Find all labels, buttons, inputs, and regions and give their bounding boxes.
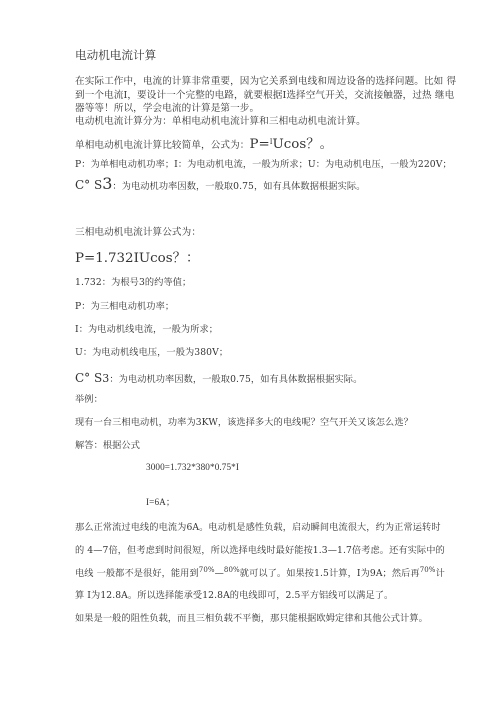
explanation-line-3a: 电线 一般都不是很好，能用到 [75, 568, 199, 579]
explanation-line-3c: 计 [435, 568, 445, 579]
single-phase-variables: P：为单相电动机功率；I：为电动机电流，一般为所求；U：为电动机电压，一般为220V； [75, 159, 452, 170]
explanation-line-4: 算 I为12.8A。所以选择能承受12.8A的电线即可，2.5平方铝线可以满足了。 [75, 590, 394, 601]
intro-line-2: 到一个电流I，要设计一个完整的电路，就要根据I选择空气开关，交流接触器，过热 继电 [75, 90, 455, 101]
three-phase-i: I：为电动机线电流，一般为所求； [75, 324, 219, 335]
single-phase-cos-desc: ：为电动机功率因数，一般取0.75，如有具体数据根据实际。 [112, 181, 366, 192]
single-phase-formula-sup: I [269, 138, 273, 146]
three-phase-cos-desc: ：为电动机功率因数，一般取0.75，如有具体数据根据实际。 [109, 374, 363, 385]
single-phase-formula-prefix: 单相电动机电流计算比较简单，公式为： [75, 140, 250, 151]
three-phase-u: U：为电动机线电压，一般为380V； [75, 347, 229, 358]
answer-label: 解答：根据公式 [75, 440, 141, 451]
three-phase-heading: 三相电动机电流计算公式为： [75, 227, 202, 238]
explanation-line-1: 那么正常流过电线的电流为6A。电动机是感性负载，启动瞬间电流很大，约为正常运转时 [75, 522, 441, 533]
explanation-line-3b: 就可以了。如果按1.5计算，I为9A；然后再 [239, 568, 420, 579]
cos-symbol-2: C° S [75, 371, 103, 385]
single-phase-formula-line [75, 135, 333, 151]
single-phase-formula: P=$^I$Ucos？。 [249, 137, 333, 152]
intro-line-1: 在实际工作中，电流的计算非常重要，因为它关系到电线和周边设备的选择问题。比如 得 [75, 76, 457, 87]
single-phase-cos-line [75, 176, 365, 192]
percent-70-a: 70% [198, 566, 215, 574]
percent-70-b: 70% [419, 566, 436, 574]
cos-number-2: 3 [102, 372, 110, 385]
intro-line-3: 器等等！所以，学会电流的计算是第一步。 [75, 103, 260, 114]
example-label: 举例： [75, 394, 103, 405]
calc-line: 3000=1.732*380*0.75*I [146, 462, 240, 472]
cos-number: 3 [102, 174, 113, 193]
example-question: 现有一台三相电动机，功率为3KW，该选择多大的电线呢？空气开关又该怎么选？ [75, 417, 413, 428]
explanation-line-3 [75, 566, 445, 579]
explanation-line-2: 的 4—7倍，但考虑到时间很短，所以选择电线时最好能按1.3—1.7倍考虑。还有实际中的 [75, 545, 445, 556]
document-title: 电动机电流计算 [75, 48, 157, 62]
dash: — [214, 568, 224, 579]
percent-80: 80% [223, 566, 240, 574]
three-phase-p: P：为三相电动机功率； [75, 301, 175, 312]
cos-symbol: C° S [75, 178, 103, 192]
three-phase-cos-line [75, 369, 362, 385]
three-phase-formula: P=1.732IUcos？： [75, 251, 200, 266]
intro-line-4: 电动机电流计算分为：单相电动机电流计算和三相电动机电流计算。 [75, 116, 366, 127]
closing-paragraph: 如果是一般的阻性负载，而且三相负载不平衡，那只能根据欧姆定律和其他公式计算。 [75, 613, 428, 624]
three-phase-const: 1.732：为根号3的约等值； [75, 277, 192, 288]
calc-result: I=6A； [146, 497, 176, 507]
